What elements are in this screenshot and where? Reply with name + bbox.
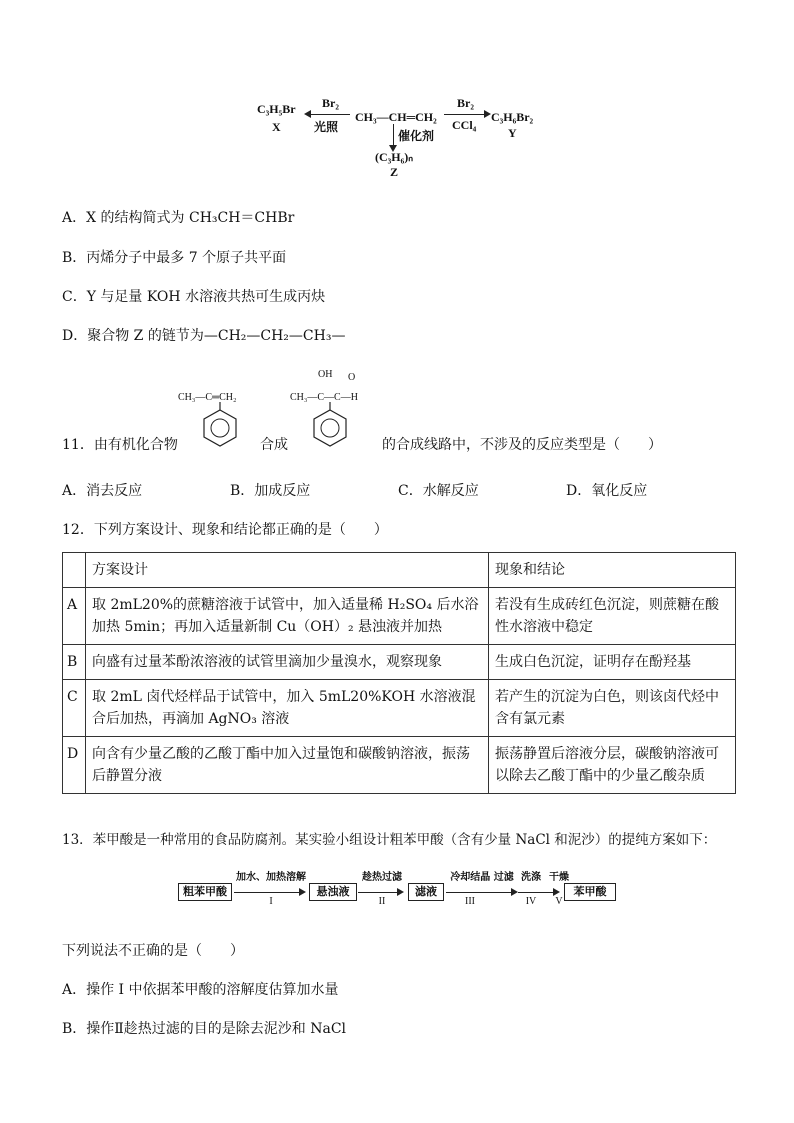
q11-molecule1-chain: CH₃—C═CH₂ bbox=[178, 392, 237, 403]
flow-step-roman: IV bbox=[525, 896, 537, 907]
q10-option-d: D．聚合物 Z 的链节为—CH₂—CH₂—CH₃— bbox=[62, 328, 346, 344]
table-header-row bbox=[63, 553, 736, 588]
table-header-cell: 现象和结论 bbox=[489, 553, 736, 588]
flow-step-label: 加水、加热溶解 bbox=[236, 872, 306, 883]
scheme-left-arrowhead bbox=[304, 110, 311, 118]
q11-stem-mid: 合成 bbox=[260, 437, 288, 453]
flow-box-filtrate: 滤液 bbox=[408, 883, 444, 901]
q11-molecule2-chain: CH₃—C—C—H bbox=[290, 392, 358, 403]
q10-option-c: C．Y 与足量 KOH 水溶液共热可生成丙炔 bbox=[62, 289, 326, 305]
scheme-left-reagent: Br₂ bbox=[322, 96, 339, 110]
q11-stem-suffix: 的合成线路中，不涉及的反应类型是（ ） bbox=[382, 437, 662, 453]
flow-arrow-1 bbox=[234, 892, 304, 893]
scheme-down-arrow bbox=[393, 124, 394, 146]
scheme-left-condition: 光照 bbox=[314, 120, 339, 134]
flow-step-roman: I bbox=[269, 896, 273, 907]
q11-molecule2-benzene-icon bbox=[308, 402, 352, 450]
flow-step-roman: III bbox=[465, 896, 475, 907]
q13-option-a: A．操作 I 中依据苯甲酸的溶解度估算加水量 bbox=[62, 982, 339, 998]
row-design: 向盛有过量苯酚浓溶液的试管里滴加少量溴水，观察现象 bbox=[86, 645, 489, 680]
scheme-center-propene: CH₃—CH═CH₂ bbox=[355, 110, 437, 124]
scheme-right-reagent: Br₂ bbox=[457, 96, 474, 110]
q13-stem: 13．苯甲酸是一种常用的食品防腐剂。某实验小组设计粗苯甲酸（含有少量 NaCl 和泥沙）的提纯方案如下： bbox=[62, 832, 717, 848]
scheme-right-arrowhead bbox=[484, 110, 491, 118]
row-design: 向含有少量乙酸的乙酸丁酯中加入过量饱和碳酸钠溶液，振荡后静置分液 bbox=[86, 737, 489, 794]
scheme-x-label: X bbox=[272, 120, 281, 134]
row-label: D bbox=[63, 737, 86, 794]
q10-option-a: A．X 的结构简式为 CH₃CH＝CHBr bbox=[62, 210, 295, 226]
flow-box-suspension: 悬浊液 bbox=[309, 883, 357, 901]
table-header-cell: 方案设计 bbox=[86, 553, 489, 588]
row-label: B bbox=[63, 645, 86, 680]
row-label: C bbox=[63, 680, 86, 737]
q10-option-b: B．丙烯分子中最多 7 个原子共平面 bbox=[62, 250, 287, 266]
scheme-x-formula: C₃H₅Br bbox=[257, 102, 296, 116]
q11-option-a: A．消去反应 bbox=[62, 483, 143, 499]
q11-option-d: D．氧化反应 bbox=[566, 483, 648, 499]
scheme-y-label: Y bbox=[508, 126, 517, 140]
row-result: 振荡静置后溶液分层，碳酸钠溶液可以除去乙酸丁酯中的少量乙酸杂质 bbox=[489, 737, 736, 794]
q13-question: 下列说法不正确的是（ ） bbox=[62, 943, 244, 959]
flow-box-product: 苯甲酸 bbox=[564, 883, 616, 901]
q11-stem-prefix: 11．由有机化合物 bbox=[62, 437, 178, 453]
row-result: 若没有生成砖红色沉淀，则蔗糖在酸性水溶液中稳定 bbox=[489, 588, 736, 645]
table-row bbox=[63, 645, 736, 680]
scheme-right-condition: CCl₄ bbox=[452, 118, 477, 132]
q11-molecule2-oh: OH bbox=[318, 369, 333, 380]
row-label: A bbox=[63, 588, 86, 645]
flow-step-label: 干燥 bbox=[549, 872, 569, 883]
row-result: 生成白色沉淀，证明存在酚羟基 bbox=[489, 645, 736, 680]
flow-arrow-4 bbox=[518, 892, 558, 893]
row-design: 取 2mL20%的蔗糖溶液于试管中，加入适量稀 H₂SO₄ 后水浴加热 5min；再加入适量新制 Cu（OH）₂ 悬浊液并加热 bbox=[86, 588, 489, 645]
table-row bbox=[63, 737, 736, 794]
q11-option-c: C．水解反应 bbox=[398, 483, 479, 499]
scheme-left-arrow bbox=[306, 114, 350, 115]
flow-arrow-3 bbox=[446, 892, 516, 893]
scheme-z-formula: (C₃H₆)ₙ bbox=[375, 150, 413, 164]
table-row bbox=[63, 588, 736, 645]
flow-step-label: 洗涤 bbox=[521, 872, 541, 883]
flow-step-roman: II bbox=[378, 896, 386, 907]
scheme-y-formula: C₃H₆Br₂ bbox=[491, 110, 534, 124]
scheme-z-label: Z bbox=[390, 165, 399, 179]
scheme-right-arrow bbox=[444, 114, 484, 115]
flow-box-crude: 粗苯甲酸 bbox=[178, 883, 232, 901]
table-header-cell bbox=[63, 553, 86, 588]
flow-step-roman: V bbox=[555, 896, 563, 907]
row-design: 取 2mL 卤代烃样品于试管中，加入 5mL20%KOH 水溶液混合后加热，再滴加 AgNO₃ 溶液 bbox=[86, 680, 489, 737]
q11-molecule1-benzene-icon bbox=[198, 402, 242, 450]
table-row bbox=[63, 680, 736, 737]
flow-step-label: 趁热过滤 bbox=[362, 872, 402, 883]
q12-table bbox=[62, 552, 736, 794]
row-result: 若产生的沉淀为白色，则该卤代烃中含有氯元素 bbox=[489, 680, 736, 737]
flow-step-label: 冷却结晶 过滤 bbox=[450, 872, 514, 883]
scheme-down-condition: 催化剂 bbox=[398, 129, 435, 143]
q12-stem: 12．下列方案设计、现象和结论都正确的是（ ） bbox=[62, 522, 388, 538]
q11-option-b: B．加成反应 bbox=[230, 483, 311, 499]
flow-arrow-2 bbox=[358, 892, 402, 893]
q13-option-b: B．操作Ⅱ趁热过滤的目的是除去泥沙和 NaCl bbox=[62, 1021, 347, 1037]
q11-molecule2-o: O bbox=[348, 372, 356, 383]
